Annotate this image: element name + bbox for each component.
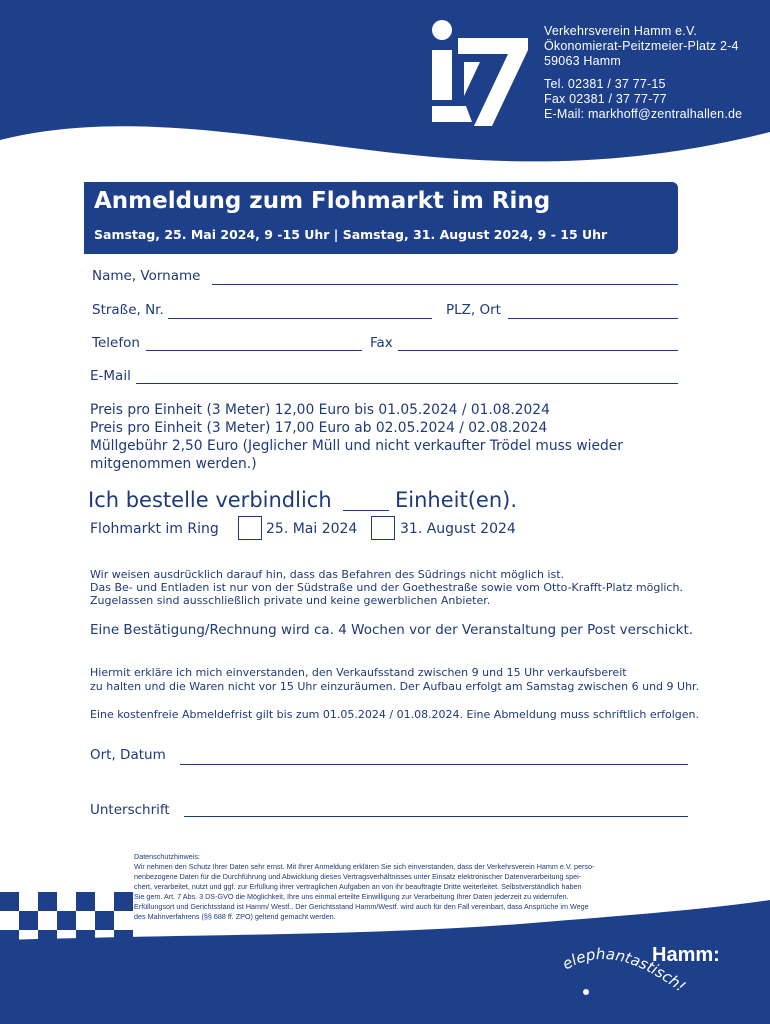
- slogan-elephantastisch: [552, 930, 702, 1010]
- slogan-text: elephantastisch!: [559, 944, 689, 996]
- org-street: Ökonomierat-Peitzmeier-Platz 2-4: [544, 39, 739, 53]
- order-suffix: Einheit(en).: [395, 488, 518, 512]
- email-label: E-Mail: [90, 368, 131, 384]
- privacy-title: Datenschutzhinweis:: [134, 852, 200, 861]
- signature-label: Unterschrift: [90, 802, 170, 818]
- phone-label: Telefon: [92, 335, 140, 351]
- cancellation-note: Eine kostenfreie Abmeldefrist gilt bis zum 01.05.2024 / 01.08.2024. Eine Abmeldung muss schriftlich erfolgen.: [90, 708, 700, 721]
- waste-fee-line-2: mitgenommen werden.): [90, 456, 257, 472]
- market-label: Flohmarkt im Ring: [90, 521, 219, 537]
- checkbox-august[interactable]: [371, 516, 395, 540]
- price-line-1: Preis pro Einheit (3 Meter) 12,00 Euro bis 01.05.2024 / 01.08.2024: [90, 402, 550, 418]
- plz-field[interactable]: [508, 318, 678, 319]
- units-field[interactable]: [343, 510, 389, 511]
- name-field[interactable]: [212, 284, 678, 285]
- notice-line-3: Zugelassen sind ausschließlich private und keine gewerblichen Anbieter.: [90, 594, 491, 607]
- verkehrsverein-logo-icon: [428, 18, 530, 128]
- date-may-label: 25. Mai 2024: [266, 521, 358, 537]
- privacy-line: Sie gem. Art. 7 Abs. 3 DS-GVO die Möglichkeit, Ihre uns einmal erteilte Einwilligung zur Verarbeitung Ihrer Daten jederzeit zu widerrufen.: [134, 892, 569, 901]
- page-title: Anmeldung zum Flohmarkt im Ring: [94, 188, 551, 214]
- notice-line-1: Wir weisen ausdrücklich darauf hin, dass das Befahren des Südrings nicht möglich ist.: [90, 568, 565, 581]
- place-date-label: Ort, Datum: [90, 747, 166, 763]
- confirmation-note: Eine Bestätigung/Rechnung wird ca. 4 Wochen vor der Veranstaltung per Post verschickt.: [90, 622, 694, 638]
- fax-label: Fax: [370, 335, 393, 351]
- hamm-brand: Hamm:: [652, 944, 720, 966]
- org-fax: Fax 02381 / 37 77-77: [544, 92, 667, 106]
- name-label: Name, Vorname: [92, 268, 201, 284]
- email-field[interactable]: [136, 383, 678, 384]
- event-dates: Samstag, 25. Mai 2024, 9 -15 Uhr | Samstag, 31. August 2024, 9 - 15 Uhr: [94, 227, 608, 242]
- title-banner: [84, 182, 678, 254]
- fax-field[interactable]: [398, 350, 678, 351]
- agreement-line-1: Hiermit erkläre ich mich einverstanden, den Verkaufsstand zwischen 9 und 15 Uhr verkaufsbereit: [90, 666, 627, 679]
- checkbox-may[interactable]: [238, 516, 262, 540]
- org-name: Verkehrsverein Hamm e.V.: [544, 24, 698, 38]
- privacy-line: des Mahnverfahrens (§§ 688 ff. ZPO) geltend gemacht werden.: [134, 912, 336, 921]
- privacy-line: Erfüllungsort und Gerichtsstand ist Hamm/ Westf.. Der Gerichtsstand Hamm/Westf. wird auch für den Fall vereinbart, dass Ansprüche im Wege: [134, 902, 589, 911]
- privacy-line: Wir nehmen den Schutz Ihrer Daten sehr ernst. Mit Ihrer Anmeldung erklären Sie sich einverstanden, dass der Verkehrsverein Hamm e.V. perso-: [134, 862, 595, 871]
- agreement-line-2: zu halten und die Waren nicht vor 15 Uhr einzuräumen. Der Aufbau erfolgt am Samstag zwischen 6 und 9 Uhr.: [90, 680, 700, 693]
- street-field[interactable]: [168, 318, 432, 319]
- date-august-label: 31. August 2024: [400, 521, 516, 537]
- place-date-field[interactable]: [180, 764, 688, 765]
- privacy-line: chert, verarbeitet, nutzt und ggf. zur Erfüllung ihrer vertraglichen Aufgaben an von ihr beauftragte Dritte weiterleitet. Selbstverständlich haben: [134, 882, 582, 891]
- price-line-2: Preis pro Einheit (3 Meter) 17,00 Euro ab 02.05.2024 / 02.08.2024: [90, 420, 548, 436]
- waste-fee-line: Müllgebühr 2,50 Euro (Jeglicher Müll und nicht verkaufter Trödel muss wieder: [90, 438, 623, 454]
- street-label: Straße, Nr.: [92, 302, 164, 318]
- plz-label: PLZ, Ort: [446, 302, 501, 318]
- phone-field[interactable]: [146, 350, 362, 351]
- contact-block: [544, 24, 742, 122]
- privacy-line: nenbezogene Daten für die Durchführung und Abwicklung dieses Vertragsverhältnisses unter Einsatz elektronischer Datenverarbeitung spei-: [134, 872, 582, 881]
- org-phone: Tel. 02381 / 37 77-15: [544, 77, 666, 91]
- order-prefix: Ich bestelle verbindlich: [88, 488, 332, 512]
- signature-field[interactable]: [184, 816, 688, 817]
- notice-line-2: Das Be- und Entladen ist nur von der Südstraße und der Goethestraße sowie vom Otto-Krafft-Platz möglich.: [90, 581, 683, 594]
- org-email[interactable]: E-Mail: markhoff@zentralhallen.de: [544, 107, 743, 121]
- org-city: 59063 Hamm: [544, 54, 622, 68]
